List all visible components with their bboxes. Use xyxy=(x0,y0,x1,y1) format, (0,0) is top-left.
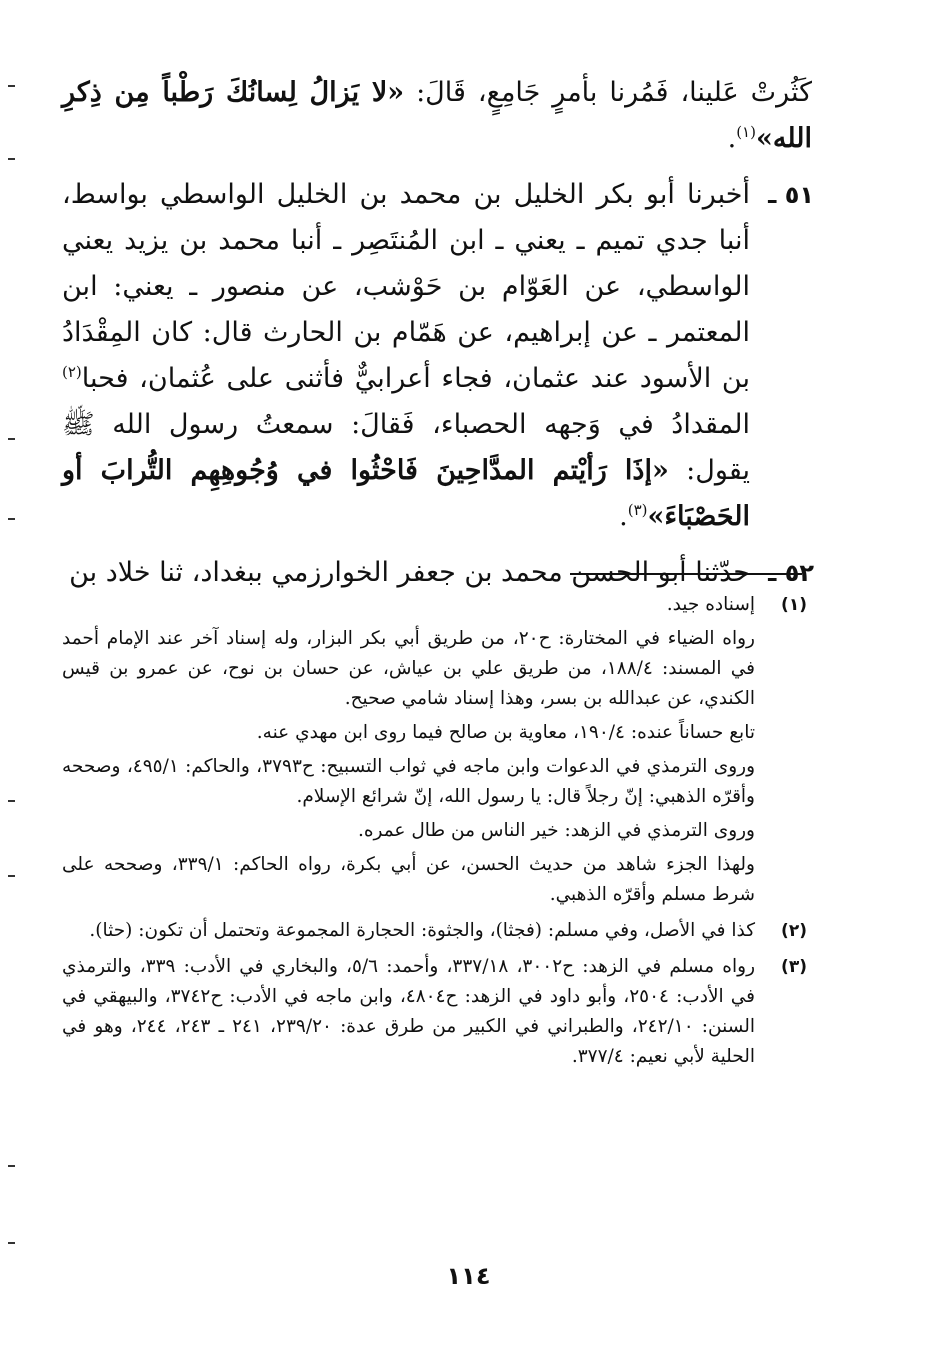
footnote-ref-1[interactable]: (١) xyxy=(736,123,756,141)
hadith-quote: «لا يَزالُ لِسانُكَ رَطْباً مِن ذِكرِ الله» xyxy=(62,77,812,154)
footnote-paragraph: رواه الضياء في المختارة: ح٢٠، من طريق أبي بكر البزار، وله إسناد آخر عند الإمام أحمد في المسند: ١٨٨/٤، من طريق علي بن عياش، عن حسان بن نوح، عن عمرو بن قيس الكندي، عن عبدالله بن بسر، وهذا إسناد شامي صحيح. xyxy=(62,628,755,709)
footnote-paragraph: تابع حساناً عنده: ١٩٠/٤، معاوية بن صالح فيما روى ابن مهدي عنه. xyxy=(256,722,755,743)
footnote-paragraph: إسناده جيد. xyxy=(666,594,755,615)
hadith-51-paragraph xyxy=(62,172,812,540)
sentence-end: . xyxy=(727,123,737,154)
margin-mark xyxy=(8,1242,15,1244)
footnote-paragraph: وروى الترمذي في الزهد: خير الناس من طال عمره. xyxy=(357,820,755,841)
margin-mark xyxy=(8,438,15,440)
footnotes xyxy=(62,590,807,1078)
footnote-number: (١) xyxy=(781,595,807,615)
continuation-paragraph xyxy=(62,70,812,162)
footnote-paragraph: كذا في الأصل، وفي مسلم: (فجثا)، والجثوة: الحجارة المجموعة وتحتمل أن تكون: (حثا). xyxy=(89,920,755,941)
hadith-51-text: أخبرنا أبو بكر الخليل بن محمد بن الخليل الواسطي بواسط، أنبا جدي تميم ـ يعني ـ ابن المُنتَصِر ـ أنبا محمد بن يزيد يعني الواسطي، عن العَوّام بن حَوْشب، عن منصور ـ يعني: ابن المعتمر ـ عن إبراهيم، عن هَمّام بن الحارث قال: كان المِقْدَادُ بن الأسود عند عثمان، فجاء أعرابيٌّ فأثنى على عُثمان، فحبا xyxy=(62,179,750,394)
footnote-3 xyxy=(62,952,807,1072)
margin-mark xyxy=(8,85,15,87)
page-number: ١١٤ xyxy=(446,1262,491,1290)
footnote-number: (٣) xyxy=(781,957,807,977)
footnote-ref-3[interactable]: (٣) xyxy=(627,501,648,519)
hadith-51-text-b: المقدادُ في وَجهه الحصباء، فَقالَ: سمعتُ رسول الله ﷺ يقول: xyxy=(62,409,750,486)
main-text xyxy=(62,70,812,606)
margin-mark xyxy=(8,158,15,160)
footnote-1 xyxy=(62,590,807,910)
margin-mark xyxy=(8,800,15,802)
sentence-end: . xyxy=(619,501,628,532)
footnote-ref-2[interactable]: (٢) xyxy=(62,363,82,381)
hadith-number: ٥٢ ـ xyxy=(768,559,814,587)
hadith-quote: «إذَا رَأيْتم المدَّاحِينَ فَاحْثُوا في وُجُوهِهِم التُّرابَ أو الحَصْبَاءَ» xyxy=(62,455,750,532)
margin-mark xyxy=(8,518,15,520)
footnote-paragraph: ولهذا الجزء شاهد من حديث الحسن، عن أبي بكرة، رواه الحاكم: ٣٣٩/١، وصححه على شرط مسلم وأقرّه الذهبي. xyxy=(62,854,755,905)
hadith-52-text: حدّثنا أبو الحسن محمد بن جعفر الخوارزمي ببغداد، ثنا خلاد بن xyxy=(69,557,750,588)
margin-mark xyxy=(8,875,15,877)
footnote-divider xyxy=(570,573,802,575)
margin-mark xyxy=(8,1165,15,1167)
hadith-number: ٥١ ـ xyxy=(768,181,814,209)
footnote-2 xyxy=(62,916,807,946)
footnote-paragraph: رواه مسلم في الزهد: ح٣٠٠٢، ٣٣٧/١٨، وأحمد: ٥/٦، والبخاري في الأدب: ٣٣٩، والترمذي في الأدب: ٢٥٠٤، وأبو داود في الزهد: ح٤٨٠٤، وابن ماجه في الأدب: ح٣٧٤٢، والبيهقي في السنن: ٢٤٢/١٠، والطبراني في الكبير من طرق عدة: ٢٣٩/٢٠، ٢٤١ ـ ٢٤٣، ٢٤٤، وهو في الحلية لأبي نعيم: ٣٧٧/٤. xyxy=(62,956,756,1067)
footnote-paragraph: وروى الترمذي في الدعوات وابن ماجه في ثواب التسبيح: ح٣٧٩٣، والحاكم: ٤٩٥/١، وصححه وأقرّه الذهبي: إنّ رجلاً قال: يا رسول الله، إنّ شرائع الإسلام. xyxy=(62,756,756,807)
continuation-text: كَثُرتْ عَلينا، فَمُرنا بأمرٍ جَامِعٍ، قَالَ: xyxy=(404,77,812,108)
footnote-number: (٢) xyxy=(781,921,807,941)
